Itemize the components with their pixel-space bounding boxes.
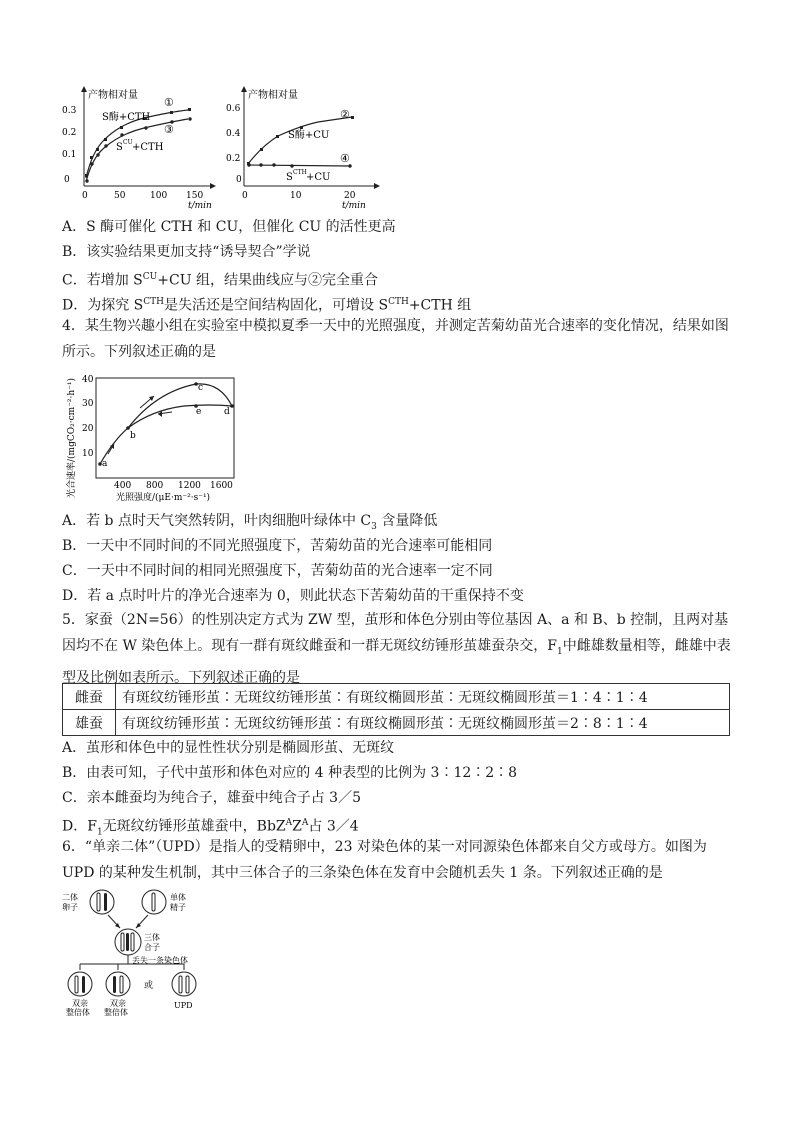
label-scu-cth: +CTH [132,142,164,153]
ratio-cell: 有斑纹纺锤形茧∶无斑纹纺锤形茧∶有斑纹椭圆形茧∶无斑纹椭圆形茧＝1∶4∶1∶4 [116,684,730,710]
marker-1: ① [164,96,174,109]
right-ytick: 0.6 [226,104,241,114]
egg-label-2: 卵子 [62,903,78,912]
q3-option-b: B．该实验结果更加支持“诱导契合”学说 [62,244,311,260]
point-d: d [224,407,230,417]
marker-3: ③ [164,123,174,136]
zygote-label-1: 三体 [144,933,160,942]
chart-ytick: 40 [82,375,94,385]
bi-label-2b: 整倍体 [104,1008,128,1016]
chart-right [226,86,380,211]
bi-label-1a: 双亲 [72,999,88,1008]
point-e: e [196,407,202,417]
left-xlabel: t/min [188,201,212,211]
bi-label-2a: 双亲 [110,999,126,1008]
q4-option-c: C．一天中不同时间的相同光照强度下，苦菊幼苗的光合速率一定不同 [62,563,493,579]
upd-mechanism-diagram [60,888,250,1016]
left-ylabel: 产物相对量 [88,90,138,101]
left-ytick: 0.1 [62,150,77,160]
point-c: c [198,383,204,393]
q5-d-z: Z [292,818,302,835]
left-xtick: 100 [150,191,168,201]
bi-label-1b: 整倍体 [66,1008,90,1016]
q3-d-tail: +CTH 组 [408,297,472,314]
q4-option-d: D．若 a 点时叶片的净光合速率为 0，则此状态下苦菊幼苗的干重保持不变 [62,588,524,604]
label-s-cu: S酶+CU [288,130,330,141]
label-scth-sup: CTH [293,169,307,176]
phenotype-table [62,683,730,736]
egg-label-1: 二体 [62,893,78,902]
q5-option-a: A．茧形和体色中的显性性状分别是椭圆形茧、无斑纹 [62,740,395,756]
q4-a-sub: 3 [371,521,377,532]
upd-label: UPD [174,1001,193,1010]
q3-d-head: D．为探究 S [62,297,144,314]
q4-a-head: A．若 b 点时天气突然转阴，叶肉细胞叶绿体中 C [62,513,372,529]
chart-xlabel: 光照强度/(μE·m⁻²·s⁻¹) [116,493,211,503]
chart-xtick: 1600 [210,481,233,491]
right-ytick: 0.4 [226,129,241,139]
right-ylabel: 产物相对量 [248,90,298,101]
left-xtick: 0 [82,191,88,201]
right-xtick: 0 [242,191,248,201]
q5-d-sup2: A [301,818,309,828]
rising-curve [100,384,232,464]
loss-label: 丢失一条染色体 [132,956,188,965]
q5-option-c: C．亲本雌蚕均为纯合子，雄蚕中纯合子占 3／5 [62,790,361,806]
left-ytick: 0 [64,175,70,185]
q4-a-tail: 含量降低 [376,513,438,529]
sperm-label-1: 单体 [170,893,186,902]
q5-d-sup1: A [285,818,293,828]
table-row [63,710,730,736]
right-xtick: 10 [290,191,302,201]
q4-option-a [62,511,437,537]
q3-d-sup2: CTH [388,297,409,307]
falling-curve [128,405,232,428]
q3-c-head: C．若增加 S [62,272,143,289]
or-label: 或 [144,981,154,991]
q3-d-mid: 是失活还是空间结构固化，可增设 S [164,297,389,314]
q5-d-sub: 1 [96,827,103,838]
q3-d-sup1: CTH [143,297,165,307]
enzyme-product-charts [60,86,390,214]
left-ytick: 0.2 [62,128,77,138]
zygote-label-2: 合子 [144,943,160,952]
chart-ytick: 30 [82,399,94,409]
label-scth: S [286,172,293,183]
q5-stem-sub: 1 [557,646,563,657]
q5-d-mid: 无斑纹纺锤形茧雄蚕中，BbZ [102,818,286,835]
right-ytick: 0 [236,175,242,185]
q5-option-b: B．由表可知，子代中茧形和体色对应的 4 种表型的比例为 3∶12∶2∶8 [62,765,518,781]
chart-left [62,86,216,211]
sex-cell: 雄蚕 [63,710,116,736]
q5-stem-tail: 中雌雄数量相等，雌雄中表型及比例如表所示。下列叙述正确的是 [62,638,731,686]
q5-stem-head: 5．家蚕（2N=56）的性别决定方式为 ZW 型，茧形和体色分别由等位基因 A、a 和 B、b 控制，且两对基因均不在 W 染色体上。现有一群有斑纹雌蚕和一群无斑纹纺锤形茧雄蚕杂交，F [62,612,729,654]
point-a: a [102,459,108,469]
chart-ylabel: 光合速率/(mgCO₂·cm⁻²·h⁻¹) [67,377,77,498]
q3-c-sup: CU [142,272,158,282]
q3-option-c [62,267,378,291]
marker-4: ④ [340,152,350,165]
q5-d-head: D．F [62,818,97,835]
chart-xtick: 400 [114,481,132,491]
chart-ytick: 10 [82,449,94,459]
right-xlabel: t/min [342,201,366,211]
sperm-label-2: 精子 [170,903,186,912]
left-ytick: 0.3 [62,106,77,116]
right-xtick: 20 [344,191,356,201]
right-ytick: 0.2 [226,154,241,164]
chart-xtick: 800 [146,481,164,491]
marker-2: ② [340,108,350,121]
left-xtick: 50 [114,191,126,201]
q6-stem: 6．“单亲二体”（UPD）是指人的受精卵中，23 对染色体的某一对同源染色体都来自父方或母方。如图为 UPD 的某种发生机制，其中三体合子的三条染色体在发育中会随机丢失 1 条。下列叙述正确的是 [62,839,707,881]
label-scu: S [116,142,123,153]
q3-option-a: A．S 酶可催化 CTH 和 CU，但催化 CU 的活性更高 [62,219,396,235]
sex-cell: 雌蚕 [63,684,116,710]
q4-option-b: B．一天中不同时间的不同光照强度下，苦菊幼苗的光合速率可能相同 [62,538,493,554]
ratio-cell: 有斑纹纺锤形茧∶无斑纹纺锤形茧∶有斑纹椭圆形茧∶无斑纹椭圆形茧＝2∶8∶1∶4 [116,710,730,736]
left-xtick: 150 [186,191,204,201]
table-row [63,684,730,710]
label-scth-cu: +CU [306,172,331,183]
q5-stem [62,607,734,691]
q4-stem: 4．某生物兴趣小组在实验室中模拟夏季一天中的光照强度，并测定苦菊幼苗光合速率的变化情况，结果如图所示。下列叙述正确的是 [62,318,729,360]
photosynthesis-chart [60,368,242,508]
q5-d-tail: 占 3／4 [308,818,359,835]
chart-ytick: 20 [82,424,94,434]
label-s-cth: S酶+CTH [102,112,151,123]
q3-c-tail: +CU 组，结果曲线应与②完全重合 [157,272,378,289]
curve-4 [248,165,350,166]
chart-xtick: 1200 [178,481,201,491]
point-b: b [130,431,136,441]
label-scu-sup: CU [123,139,133,146]
